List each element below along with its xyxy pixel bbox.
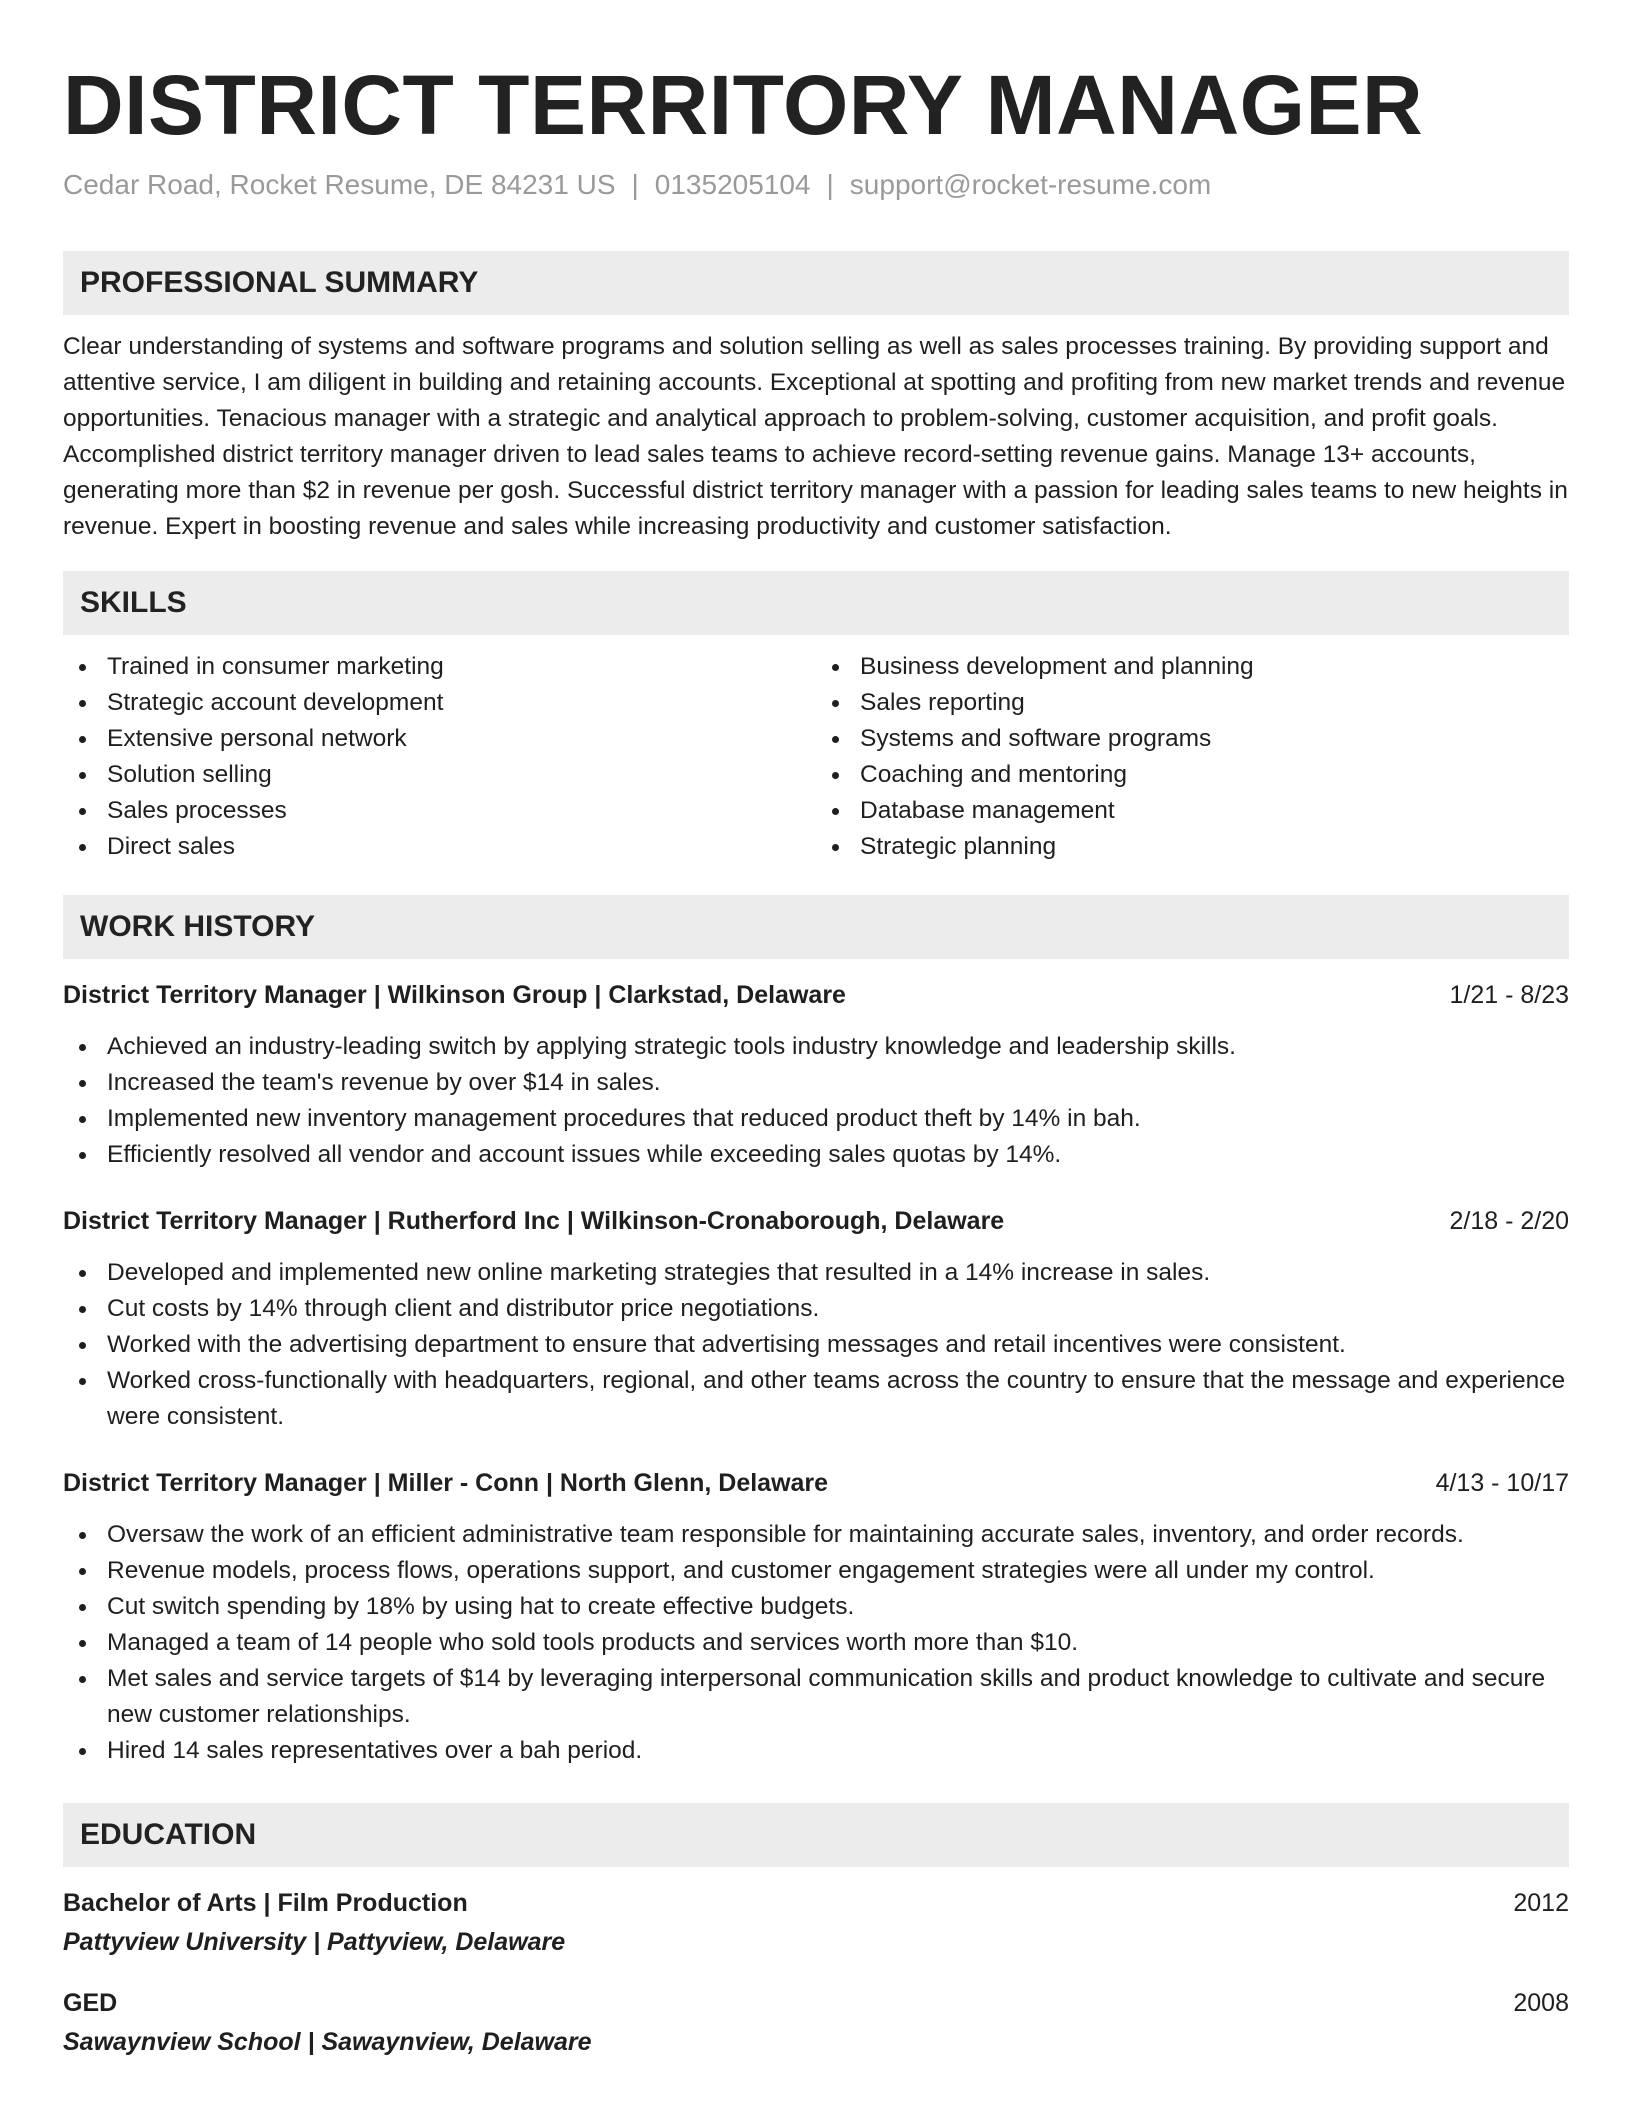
skill-item: Extensive personal network bbox=[63, 721, 816, 757]
job-title: District Territory Manager | Rutherford Inc | Wilkinson-Cronaborough, Delaware bbox=[63, 1207, 1005, 1235]
job-bullet: Worked with the advertising department to ensure that advertising messages and retail incentives were consistent. bbox=[63, 1327, 1569, 1363]
job-entry bbox=[63, 1201, 1569, 1435]
skill-item: Solution selling bbox=[63, 757, 816, 793]
job-bullet: Oversaw the work of an efficient administrative team responsible for maintaining accurate sales, inventory, and order records. bbox=[63, 1517, 1569, 1553]
job-bullet: Worked cross-functionally with headquarters, regional, and other teams across the country to ensure that the message and experience were consistent. bbox=[63, 1363, 1569, 1435]
skill-item: Strategic planning bbox=[816, 829, 1569, 865]
education-row bbox=[63, 1983, 1569, 2023]
job-title-row bbox=[63, 1463, 1569, 1503]
skill-item: Systems and software programs bbox=[816, 721, 1569, 757]
contact-line bbox=[63, 165, 1569, 205]
job-bullet: Efficiently resolved all vendor and account issues while exceeding sales quotas by 14%. bbox=[63, 1137, 1569, 1173]
candidate-title: DISTRICT TERRITORY MANAGER bbox=[63, 58, 1424, 152]
education-school: Pattyview University | Pattyview, Delaware bbox=[63, 1928, 566, 1956]
education-year: 2012 bbox=[1513, 1889, 1569, 1917]
job-title-row bbox=[63, 1201, 1569, 1241]
education-entry bbox=[63, 1883, 1569, 1961]
job-entry bbox=[63, 1463, 1569, 1769]
education-heading: EDUCATION bbox=[63, 1803, 1569, 1867]
job-bullet: Cut switch spending by 18% by using hat to create effective budgets. bbox=[63, 1589, 1569, 1625]
skill-item: Strategic account development bbox=[63, 685, 816, 721]
job-title: District Territory Manager | Miller - Conn | North Glenn, Delaware bbox=[63, 1469, 829, 1497]
skills-grid bbox=[63, 649, 1569, 865]
job-bullet: Developed and implemented new online marketing strategies that resulted in a 14% increase in sales. bbox=[63, 1255, 1569, 1291]
job-bullet: Achieved an industry-leading switch by applying strategic tools industry knowledge and leadership skills. bbox=[63, 1029, 1569, 1065]
job-bullet: Revenue models, process flows, operations support, and customer engagement strategies were all under my control. bbox=[63, 1553, 1569, 1589]
job-title-row bbox=[63, 975, 1569, 1015]
contact-separator: | bbox=[631, 169, 639, 200]
skill-item: Coaching and mentoring bbox=[816, 757, 1569, 793]
contact-email: support@rocket-resume.com bbox=[849, 169, 1212, 200]
education-year: 2008 bbox=[1513, 1989, 1569, 2017]
skill-item: Sales reporting bbox=[816, 685, 1569, 721]
summary-text: Clear understanding of systems and software programs and solution selling as well as sales processes training. By providing support and attentive service, I am diligent in building and retaining accounts. Exceptional at spotting and profiting from new market trends and revenue opportunities. Tenacious manager with a strategic and analytical approach to problem-solving, customer acquisition, and profit goals. Accomplished district territory manager driven to lead sales teams to achieve record-setting revenue gains. Manage 13+ accounts, generating more than $2 in revenue per gosh. Successful district territory manager with a passion for leading sales teams to new heights in revenue. Expert in boosting revenue and sales while increasing productivity and customer satisfaction. bbox=[63, 333, 1568, 540]
skills-column-left bbox=[63, 649, 816, 865]
job-bullet: Hired 14 sales representatives over a bah period. bbox=[63, 1733, 1569, 1769]
education-degree: Bachelor of Arts | Film Production bbox=[63, 1889, 468, 1917]
education-degree: GED bbox=[63, 1989, 118, 2017]
skill-item: Business development and planning bbox=[816, 649, 1569, 685]
job-entry bbox=[63, 975, 1569, 1173]
contact-phone: 0135205104 bbox=[654, 169, 811, 200]
job-bullet: Increased the team's revenue by over $14 in sales. bbox=[63, 1065, 1569, 1101]
skill-item: Database management bbox=[816, 793, 1569, 829]
work-history-heading: WORK HISTORY bbox=[63, 895, 1569, 959]
job-date: 1/21 - 8/23 bbox=[1449, 981, 1569, 1009]
job-date: 4/13 - 10/17 bbox=[1435, 1469, 1569, 1497]
job-bullet: Cut costs by 14% through client and distributor price negotiations. bbox=[63, 1291, 1569, 1327]
contact-separator: | bbox=[826, 169, 834, 200]
skill-item: Sales processes bbox=[63, 793, 816, 829]
skill-item: Direct sales bbox=[63, 829, 816, 865]
skills-heading: SKILLS bbox=[63, 571, 1569, 635]
job-bullet: Implemented new inventory management procedures that reduced product theft by 14% in bah. bbox=[63, 1101, 1569, 1137]
job-title: District Territory Manager | Wilkinson Group | Clarkstad, Delaware bbox=[63, 981, 846, 1009]
skills-column-right bbox=[816, 649, 1569, 865]
contact-address: Cedar Road, Rocket Resume, DE 84231 US bbox=[63, 169, 616, 200]
job-date: 2/18 - 2/20 bbox=[1449, 1207, 1569, 1235]
job-bullet: Met sales and service targets of $14 by leveraging interpersonal communication skills and product knowledge to cultivate and secure new customer relationships. bbox=[63, 1661, 1569, 1733]
job-bullets bbox=[63, 1517, 1569, 1769]
job-bullet: Managed a team of 14 people who sold tools products and services worth more than $10. bbox=[63, 1625, 1569, 1661]
education-entry bbox=[63, 1983, 1569, 2061]
education-row bbox=[63, 1883, 1569, 1923]
education-school: Sawaynview School | Sawaynview, Delaware bbox=[63, 2028, 592, 2056]
job-bullets bbox=[63, 1029, 1569, 1173]
summary-heading: PROFESSIONAL SUMMARY bbox=[63, 251, 1569, 315]
job-bullets bbox=[63, 1255, 1569, 1435]
skill-item: Trained in consumer marketing bbox=[63, 649, 816, 685]
